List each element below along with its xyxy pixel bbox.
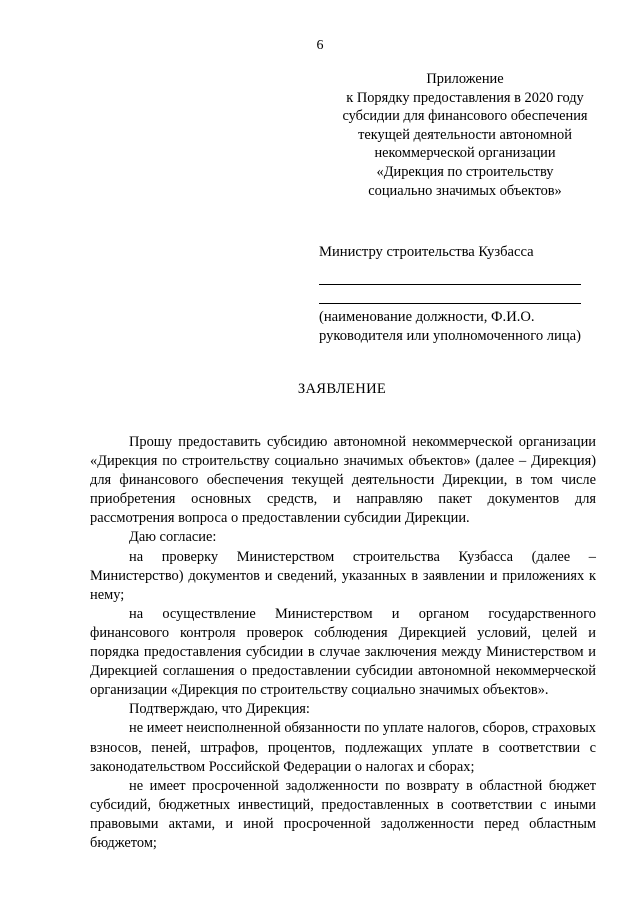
appendix-line: Приложение bbox=[426, 71, 504, 87]
fill-in-line bbox=[319, 266, 581, 285]
body-paragraph: не имеет просроченной задолженности по возврату в областной бюджет субсидий, бюджетных инвестиций, предоставленных в соответствии с иными правовыми актами, и иной просроченной задолженности перед областным бюджетом; bbox=[90, 777, 596, 851]
fill-in-line bbox=[319, 285, 581, 304]
addressee-recipient: Министру строительства Кузбасса bbox=[319, 244, 534, 260]
appendix-line: «Дирекция по строительству bbox=[376, 163, 554, 180]
body-paragraph: на проверку Министерством строительства Кузбасса (далее – Министерство) документов и сведений, указанных в заявлении и приложениях к нему; bbox=[90, 548, 596, 603]
appendix-header bbox=[300, 70, 630, 200]
body-paragraph: Даю согласие: bbox=[129, 529, 217, 546]
appendix-line: к Порядку предоставления в 2020 году bbox=[346, 89, 584, 106]
body-paragraph: Подтверждаю, что Дирекция: bbox=[129, 701, 310, 718]
body-paragraph: не имеет неисполненной обязанности по уплате налогов, сборов, страховых взносов, пеней, штрафов, процентов, подлежащих уплате в соответствии с законодательством Российской Федерации о налогах и сборах; bbox=[90, 720, 596, 775]
appendix-line: субсидии для финансового обеспечения bbox=[342, 108, 588, 125]
addressee-hint: (наименование должности, Ф.И.О. bbox=[319, 309, 535, 325]
addressee-hint: руководителя или уполномоченного лица) bbox=[319, 328, 582, 344]
addressee-block bbox=[319, 243, 599, 346]
document-body bbox=[90, 433, 596, 853]
appendix-line: текущей деятельности автономной bbox=[358, 126, 572, 143]
body-paragraph: на осуществление Министерством и органом государственного финансового контроля проверок соблюдения Дирекцией условий, целей и порядка предоставления субсидии в случае заключения между Министерством и Дирекцией соглашения о предоставлении субсидии автономной некоммерческой организации «Дирекция по строительству социально значимых объектов». bbox=[90, 605, 596, 699]
appendix-line: некоммерческой организации bbox=[374, 145, 556, 162]
body-paragraph: Прошу предоставить субсидию автономной некоммерческой организации «Дирекция по строительству социально значимых объектов» (далее – Дирекция) для финансового обеспечения текущей деятельности Дирекции, в том числе приобретения основных средств, и направляю пакет документов для рассмотрения вопроса о предоставлении субсидии Дирекции. bbox=[90, 434, 596, 527]
page-number: 6 bbox=[316, 38, 324, 53]
document-title: ЗАЯВЛЕНИЕ bbox=[297, 381, 387, 397]
appendix-line: социально значимых объектов» bbox=[368, 182, 562, 199]
